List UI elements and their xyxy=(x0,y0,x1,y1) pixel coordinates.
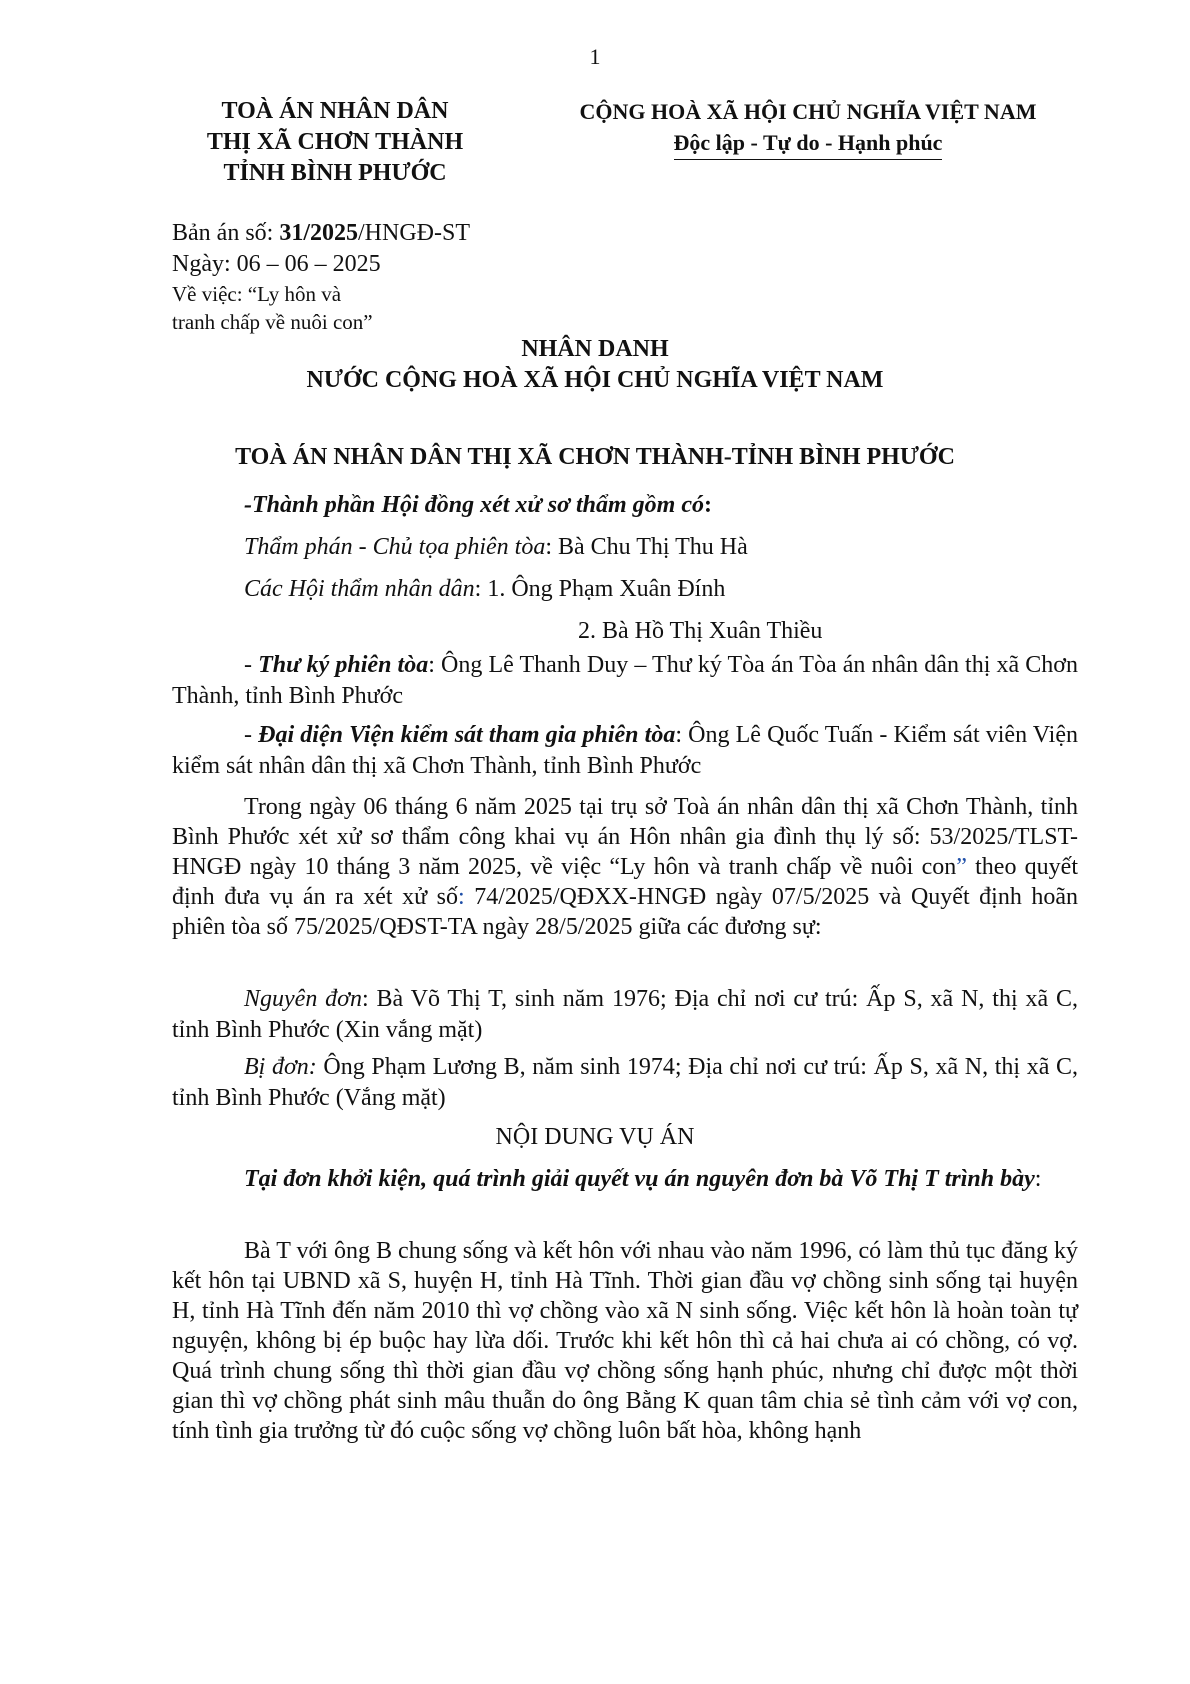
trial-text-3: 74/2025/QĐXX-HNGĐ ngày 07/5/2025 và Quyết định hoãn phiên tòa số 75/2025/QĐST-TA ngày 28/5/2025 giữa các đương sự: xyxy=(172,884,1078,940)
statement-intro xyxy=(172,1164,1078,1195)
procuracy-label: Đại diện Viện kiểm sát tham gia phiên tòa xyxy=(258,722,676,748)
court-heading: TOÀ ÁN NHÂN DÂN THỊ XÃ CHƠN THÀNH-TỈNH BÌNH PHƯỚC xyxy=(235,444,955,470)
assessors-line xyxy=(172,568,1078,610)
page-number: 1 xyxy=(589,44,601,69)
case-subject-line-1: Về việc: “Ly hôn và xyxy=(172,282,342,306)
nation-header xyxy=(548,96,1068,160)
clerk-value: : Ông Lê Thanh Duy – Thư ký Tòa án Tòa án nhân dân thị xã Chơn Thành, tỉnh Bình Phước xyxy=(172,652,1078,709)
assessor-1: : 1. Ông Phạm Xuân Đính xyxy=(474,576,726,602)
statement-intro-colon: : xyxy=(1034,1166,1042,1192)
case-meta xyxy=(172,218,470,336)
trial-paragraph xyxy=(172,792,1078,942)
section-title: NỘI DUNG VỤ ÁN xyxy=(495,1124,695,1150)
trial-text-1: Trong ngày 06 tháng 6 năm 2025 tại trụ sở Toà án nhân dân thị xã Chơn Thành, tỉnh Bình Phước xét xử sơ thẩm công khai vụ án Hôn nhân gia đình thụ lý số: 53/2025/TLST-HNGĐ ngày 10 tháng 3 năm 2025, về việc “Ly hôn và tranh chấp về nuôi con xyxy=(172,794,1078,880)
defendant-value: Ông Phạm Lương B, năm sinh 1974; Địa chỉ nơi cư trú: Ấp S, xã N, thị xã C, tỉnh Bình Phước (Vắng mặt) xyxy=(172,1054,1078,1111)
court-header xyxy=(165,96,505,189)
title-line-2: NƯỚC CỘNG HOÀ XÃ HỘI CHỦ NGHĨA VIỆT NAM xyxy=(306,367,884,393)
judgment-number xyxy=(172,218,470,249)
trial-colon: : xyxy=(458,884,465,910)
procuracy-paragraph xyxy=(172,720,1078,782)
case-subject-line-2: tranh chấp về nuôi con” xyxy=(172,310,373,334)
judgment-number-prefix: Bản án số: xyxy=(172,220,280,246)
judgment-number-suffix: /HNGĐ-ST xyxy=(358,220,470,246)
court-header-line-3: TỈNH BÌNH PHƯỚC xyxy=(223,160,447,186)
plaintiff-value: : Bà Võ Thị T, sinh năm 1976; Địa chỉ nơi cư trú: Ấp S, xã N, thị xã C, tỉnh Bình Phước (Xin vắng mặt) xyxy=(172,986,1079,1043)
assessors-label: Các Hội thẩm nhân dân xyxy=(244,576,475,602)
panel-block xyxy=(172,484,1078,652)
statement-body-text: Bà T với ông B chung sống và kết hôn với nhau vào năm 1996, có làm thủ tục đăng ký kết hôn tại UBND xã S, huyện H, tỉnh Hà Tĩnh. Thời gian đầu vợ chồng sinh sống tại huyện H, tỉnh Hà Tĩnh đến năm 2010 thì vợ chồng vào xã N sinh sống. Việc kết hôn là hoàn toàn tự nguyện, không bị ép buộc hay lừa dối. Trước khi kết hôn thì cả hai chưa ai có chồng, có vợ. Quá trình chung sống thì thời gian đầu vợ chồng sống hạnh phúc, nhưng chỉ được một thời gian thì vợ chồng phát sinh mâu thuẫn do ông Bằng K quan tâm chia sẻ tình cảm với vợ con, tính tình gia trưởng từ đó cuộc sống vợ chồng luôn bất hòa, không hạnh xyxy=(172,1238,1078,1444)
procuracy-value: : Ông Lê Quốc Tuấn - Kiểm sát viên Viện kiểm sát nhân dân thị xã Chơn Thành, tỉnh Bình Phước xyxy=(172,722,1078,779)
statement-intro-text: Tại đơn khởi kiện, quá trình giải quyết vụ án nguyên đơn bà Võ Thị T trình bày xyxy=(244,1166,1035,1192)
clerk-prefix: - xyxy=(244,652,259,678)
court-header-line-1: TOÀ ÁN NHÂN DÂN xyxy=(221,98,449,124)
nation-name: CỘNG HOÀ XÃ HỘI CHỦ NGHĨA VIỆT NAM xyxy=(579,99,1037,124)
judgment-number-value: 31/2025 xyxy=(279,220,358,246)
judge-line xyxy=(172,526,1078,568)
defendant-label: Bị đơn: xyxy=(244,1054,317,1080)
national-motto: Độc lập - Tự do - Hạnh phúc xyxy=(674,127,943,160)
procuracy-prefix: - xyxy=(244,722,259,748)
statement-body xyxy=(172,1236,1078,1446)
plaintiff-paragraph xyxy=(172,984,1078,1046)
judge-value: : Bà Chu Thị Thu Hà xyxy=(545,534,748,560)
title-block xyxy=(0,334,1190,396)
defendant-paragraph xyxy=(172,1052,1078,1114)
judgment-date: Ngày: 06 – 06 – 2025 xyxy=(172,251,381,277)
title-line-1: NHÂN DANH xyxy=(521,336,669,362)
trial-text-2: theo quyết định đưa vụ án ra xét xử số xyxy=(172,854,1078,910)
panel-heading-text: -Thành phần Hội đồng xét xử sơ thẩm gồm có xyxy=(244,492,704,518)
judge-label: Thẩm phán - Chủ tọa phiên tòa xyxy=(244,534,546,560)
trial-quote-mark: ” xyxy=(956,854,967,880)
plaintiff-label: Nguyên đơn xyxy=(244,986,362,1012)
assessor-2: 2. Bà Hồ Thị Xuân Thiều xyxy=(578,618,823,644)
panel-heading xyxy=(172,484,1078,526)
panel-heading-colon: : xyxy=(704,492,712,518)
clerk-label: Thư ký phiên tòa xyxy=(258,652,429,678)
court-header-line-2: THỊ XÃ CHƠN THÀNH xyxy=(206,129,464,155)
clerk-paragraph xyxy=(172,650,1078,712)
